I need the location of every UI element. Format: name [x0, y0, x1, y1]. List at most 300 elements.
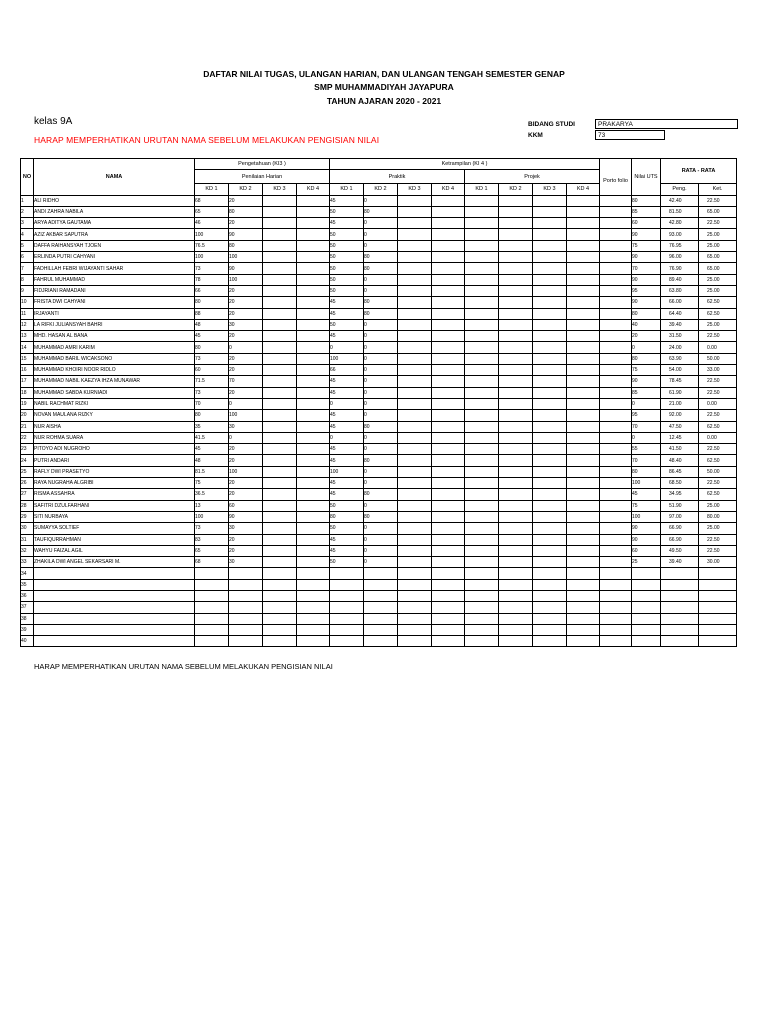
- grade-cell[interactable]: 50: [330, 500, 364, 511]
- grade-cell[interactable]: 80: [229, 240, 263, 251]
- grade-cell[interactable]: [499, 297, 533, 308]
- grade-cell[interactable]: [499, 478, 533, 489]
- grade-cell[interactable]: 54.00: [661, 365, 699, 376]
- grade-cell[interactable]: [533, 206, 567, 217]
- grade-cell[interactable]: [567, 206, 600, 217]
- grade-cell[interactable]: [432, 455, 465, 466]
- grade-cell[interactable]: 92.00: [661, 410, 699, 421]
- grade-cell[interactable]: 45: [330, 195, 364, 206]
- grade-cell[interactable]: 51.90: [661, 500, 699, 511]
- grade-cell[interactable]: [432, 444, 465, 455]
- grade-cell[interactable]: [600, 478, 632, 489]
- grade-cell[interactable]: [499, 285, 533, 296]
- grade-cell[interactable]: [297, 331, 330, 342]
- grade-cell[interactable]: [263, 376, 297, 387]
- grade-cell[interactable]: 0: [364, 387, 398, 398]
- grade-cell[interactable]: [465, 511, 499, 522]
- grade-cell[interactable]: 46: [195, 218, 229, 229]
- grade-cell[interactable]: [567, 511, 600, 522]
- grade-cell[interactable]: [465, 557, 499, 568]
- grade-cell[interactable]: 50: [330, 523, 364, 534]
- grade-cell[interactable]: [398, 365, 432, 376]
- grade-cell[interactable]: 80: [632, 195, 661, 206]
- grade-cell[interactable]: 50: [330, 240, 364, 251]
- grade-cell[interactable]: 75: [632, 240, 661, 251]
- grade-cell[interactable]: 68.50: [661, 478, 699, 489]
- grade-cell[interactable]: [533, 331, 567, 342]
- grade-cell[interactable]: 42.80: [661, 218, 699, 229]
- grade-cell[interactable]: 22.50: [699, 331, 737, 342]
- grade-cell[interactable]: [533, 466, 567, 477]
- grade-cell[interactable]: 88: [195, 308, 229, 319]
- grade-cell[interactable]: 20: [229, 387, 263, 398]
- grade-cell[interactable]: [600, 308, 632, 319]
- grade-cell[interactable]: [263, 568, 297, 579]
- grade-cell[interactable]: [398, 398, 432, 409]
- grade-cell[interactable]: 66.90: [661, 523, 699, 534]
- grade-cell[interactable]: 100: [195, 511, 229, 522]
- grade-cell[interactable]: [364, 568, 398, 579]
- subject-value[interactable]: PRAKARYA: [595, 119, 738, 129]
- grade-cell[interactable]: [567, 252, 600, 263]
- grade-cell[interactable]: [330, 602, 364, 613]
- grade-cell[interactable]: [465, 240, 499, 251]
- grade-cell[interactable]: [398, 387, 432, 398]
- grade-cell[interactable]: [533, 263, 567, 274]
- grade-cell[interactable]: [499, 590, 533, 601]
- grade-cell[interactable]: 45: [330, 455, 364, 466]
- grade-cell[interactable]: 66: [330, 365, 364, 376]
- grade-cell[interactable]: [195, 624, 229, 635]
- grade-cell[interactable]: [297, 466, 330, 477]
- grade-cell[interactable]: 65.00: [699, 252, 737, 263]
- grade-cell[interactable]: 50: [330, 263, 364, 274]
- grade-cell[interactable]: 100: [195, 252, 229, 263]
- grade-cell[interactable]: 50.00: [699, 353, 737, 364]
- grade-cell[interactable]: [567, 331, 600, 342]
- grade-cell[interactable]: 45: [330, 444, 364, 455]
- grade-cell[interactable]: 0: [364, 218, 398, 229]
- grade-cell[interactable]: [533, 557, 567, 568]
- grade-cell[interactable]: 50: [330, 206, 364, 217]
- grade-cell[interactable]: [600, 387, 632, 398]
- grade-cell[interactable]: [297, 240, 330, 251]
- grade-cell[interactable]: [398, 613, 432, 624]
- grade-cell[interactable]: 62.50: [699, 455, 737, 466]
- grade-cell[interactable]: 20: [229, 545, 263, 556]
- grade-cell[interactable]: [699, 590, 737, 601]
- grade-cell[interactable]: [297, 229, 330, 240]
- grade-cell[interactable]: [567, 523, 600, 534]
- grade-cell[interactable]: [661, 579, 699, 590]
- grade-cell[interactable]: [600, 432, 632, 443]
- grade-cell[interactable]: [499, 195, 533, 206]
- grade-cell[interactable]: 45: [195, 444, 229, 455]
- grade-cell[interactable]: [432, 297, 465, 308]
- grade-cell[interactable]: [600, 545, 632, 556]
- grade-cell[interactable]: [398, 500, 432, 511]
- grade-cell[interactable]: [499, 398, 533, 409]
- grade-cell[interactable]: [465, 489, 499, 500]
- grade-cell[interactable]: [432, 252, 465, 263]
- grade-cell[interactable]: 0: [364, 274, 398, 285]
- grade-cell[interactable]: [533, 432, 567, 443]
- grade-cell[interactable]: 97.00: [661, 511, 699, 522]
- grade-cell[interactable]: 47.50: [661, 421, 699, 432]
- grade-cell[interactable]: [297, 444, 330, 455]
- grade-cell[interactable]: [499, 579, 533, 590]
- grade-cell[interactable]: [364, 636, 398, 647]
- grade-cell[interactable]: 80: [364, 297, 398, 308]
- grade-cell[interactable]: [432, 274, 465, 285]
- grade-cell[interactable]: [432, 353, 465, 364]
- grade-cell[interactable]: [398, 252, 432, 263]
- grade-cell[interactable]: [263, 444, 297, 455]
- grade-cell[interactable]: 80: [195, 410, 229, 421]
- grade-cell[interactable]: 70: [229, 376, 263, 387]
- grade-cell[interactable]: [499, 568, 533, 579]
- grade-cell[interactable]: 80: [632, 308, 661, 319]
- grade-cell[interactable]: 66.00: [661, 297, 699, 308]
- grade-cell[interactable]: [398, 511, 432, 522]
- grade-cell[interactable]: 30.00: [699, 557, 737, 568]
- grade-cell[interactable]: [297, 421, 330, 432]
- grade-cell[interactable]: [398, 523, 432, 534]
- grade-cell[interactable]: 83: [195, 534, 229, 545]
- grade-cell[interactable]: [330, 568, 364, 579]
- grade-cell[interactable]: [398, 579, 432, 590]
- grade-cell[interactable]: [465, 534, 499, 545]
- grade-cell[interactable]: 20: [229, 297, 263, 308]
- grade-cell[interactable]: [600, 489, 632, 500]
- grade-cell[interactable]: [533, 252, 567, 263]
- grade-cell[interactable]: [465, 545, 499, 556]
- grade-cell[interactable]: [263, 398, 297, 409]
- grade-cell[interactable]: 62.50: [699, 421, 737, 432]
- grade-cell[interactable]: 30: [229, 319, 263, 330]
- grade-cell[interactable]: [661, 624, 699, 635]
- grade-cell[interactable]: [499, 252, 533, 263]
- grade-cell[interactable]: [263, 263, 297, 274]
- grade-cell[interactable]: [499, 229, 533, 240]
- grade-cell[interactable]: [398, 229, 432, 240]
- grade-cell[interactable]: [533, 353, 567, 364]
- grade-cell[interactable]: 25.00: [699, 523, 737, 534]
- grade-cell[interactable]: [297, 365, 330, 376]
- grade-cell[interactable]: [398, 478, 432, 489]
- grade-cell[interactable]: [632, 624, 661, 635]
- grade-cell[interactable]: [533, 500, 567, 511]
- grade-cell[interactable]: [567, 274, 600, 285]
- grade-cell[interactable]: [465, 331, 499, 342]
- grade-cell[interactable]: [432, 240, 465, 251]
- grade-cell[interactable]: 100: [632, 478, 661, 489]
- grade-cell[interactable]: [398, 206, 432, 217]
- grade-cell[interactable]: 73: [195, 387, 229, 398]
- grade-cell[interactable]: [297, 308, 330, 319]
- grade-cell[interactable]: [432, 319, 465, 330]
- grade-cell[interactable]: 20: [229, 534, 263, 545]
- grade-cell[interactable]: [499, 376, 533, 387]
- grade-cell[interactable]: 0: [632, 342, 661, 353]
- grade-cell[interactable]: [398, 218, 432, 229]
- grade-cell[interactable]: [600, 466, 632, 477]
- grade-cell[interactable]: 0: [364, 500, 398, 511]
- grade-cell[interactable]: 45: [330, 387, 364, 398]
- grade-cell[interactable]: 0: [364, 376, 398, 387]
- grade-cell[interactable]: 0: [364, 545, 398, 556]
- grade-cell[interactable]: 100: [195, 229, 229, 240]
- grade-cell[interactable]: [600, 568, 632, 579]
- grade-cell[interactable]: [600, 579, 632, 590]
- grade-cell[interactable]: 45: [330, 489, 364, 500]
- grade-cell[interactable]: 90: [229, 511, 263, 522]
- grade-cell[interactable]: [533, 195, 567, 206]
- grade-cell[interactable]: 45: [330, 534, 364, 545]
- grade-cell[interactable]: [263, 624, 297, 635]
- grade-cell[interactable]: [499, 353, 533, 364]
- grade-cell[interactable]: 62.50: [699, 489, 737, 500]
- grade-cell[interactable]: [533, 342, 567, 353]
- grade-cell[interactable]: [567, 545, 600, 556]
- grade-cell[interactable]: [567, 297, 600, 308]
- grade-cell[interactable]: [600, 534, 632, 545]
- grade-cell[interactable]: 41.50: [661, 444, 699, 455]
- grade-cell[interactable]: [600, 297, 632, 308]
- grade-cell[interactable]: [263, 534, 297, 545]
- grade-cell[interactable]: [465, 387, 499, 398]
- grade-cell[interactable]: [263, 218, 297, 229]
- grade-cell[interactable]: 22.50: [699, 195, 737, 206]
- grade-cell[interactable]: [661, 568, 699, 579]
- grade-cell[interactable]: [533, 511, 567, 522]
- grade-cell[interactable]: 31.50: [661, 331, 699, 342]
- grade-cell[interactable]: [567, 613, 600, 624]
- grade-cell[interactable]: [600, 252, 632, 263]
- grade-cell[interactable]: [499, 613, 533, 624]
- grade-cell[interactable]: 66.90: [661, 534, 699, 545]
- grade-cell[interactable]: [567, 489, 600, 500]
- grade-cell[interactable]: [432, 534, 465, 545]
- grade-cell[interactable]: 36.5: [195, 489, 229, 500]
- grade-cell[interactable]: [432, 636, 465, 647]
- grade-cell[interactable]: [297, 319, 330, 330]
- grade-cell[interactable]: [263, 523, 297, 534]
- grade-cell[interactable]: 42.40: [661, 195, 699, 206]
- grade-cell[interactable]: 100: [229, 410, 263, 421]
- grade-cell[interactable]: [567, 365, 600, 376]
- grade-cell[interactable]: [263, 511, 297, 522]
- grade-cell[interactable]: 85: [632, 206, 661, 217]
- grade-cell[interactable]: [533, 421, 567, 432]
- grade-cell[interactable]: 22.50: [699, 218, 737, 229]
- grade-cell[interactable]: [432, 308, 465, 319]
- grade-cell[interactable]: [263, 478, 297, 489]
- grade-cell[interactable]: 71.5: [195, 376, 229, 387]
- grade-cell[interactable]: [600, 342, 632, 353]
- grade-cell[interactable]: 0: [364, 444, 398, 455]
- grade-cell[interactable]: [465, 353, 499, 364]
- grade-cell[interactable]: [661, 636, 699, 647]
- grade-cell[interactable]: 0: [229, 342, 263, 353]
- grade-cell[interactable]: 89.40: [661, 274, 699, 285]
- grade-cell[interactable]: [533, 444, 567, 455]
- grade-cell[interactable]: [297, 218, 330, 229]
- grade-cell[interactable]: 0: [364, 342, 398, 353]
- grade-cell[interactable]: [533, 387, 567, 398]
- grade-cell[interactable]: [567, 229, 600, 240]
- grade-cell[interactable]: [297, 590, 330, 601]
- grade-cell[interactable]: 48.40: [661, 455, 699, 466]
- grade-cell[interactable]: [600, 218, 632, 229]
- grade-cell[interactable]: [297, 478, 330, 489]
- grade-cell[interactable]: 45: [330, 421, 364, 432]
- grade-cell[interactable]: 0: [229, 398, 263, 409]
- grade-cell[interactable]: [533, 545, 567, 556]
- grade-cell[interactable]: [297, 545, 330, 556]
- grade-cell[interactable]: [398, 534, 432, 545]
- grade-cell[interactable]: 25.00: [699, 229, 737, 240]
- grade-cell[interactable]: [297, 557, 330, 568]
- grade-cell[interactable]: 90: [632, 376, 661, 387]
- grade-cell[interactable]: 0: [632, 432, 661, 443]
- grade-cell[interactable]: 70: [632, 421, 661, 432]
- grade-cell[interactable]: 75: [632, 365, 661, 376]
- grade-cell[interactable]: [600, 590, 632, 601]
- grade-cell[interactable]: [499, 636, 533, 647]
- grade-cell[interactable]: 45: [330, 331, 364, 342]
- grade-cell[interactable]: [229, 568, 263, 579]
- grade-cell[interactable]: [398, 444, 432, 455]
- grade-cell[interactable]: [499, 500, 533, 511]
- grade-cell[interactable]: [263, 387, 297, 398]
- grade-cell[interactable]: [567, 466, 600, 477]
- grade-cell[interactable]: 50: [330, 229, 364, 240]
- grade-cell[interactable]: [465, 274, 499, 285]
- grade-cell[interactable]: [432, 478, 465, 489]
- grade-cell[interactable]: [632, 579, 661, 590]
- grade-cell[interactable]: [398, 624, 432, 635]
- grade-cell[interactable]: 0.00: [699, 398, 737, 409]
- grade-cell[interactable]: [398, 568, 432, 579]
- grade-cell[interactable]: [567, 478, 600, 489]
- grade-cell[interactable]: [263, 432, 297, 443]
- grade-cell[interactable]: [533, 636, 567, 647]
- grade-cell[interactable]: [263, 342, 297, 353]
- grade-cell[interactable]: [567, 387, 600, 398]
- grade-cell[interactable]: [600, 274, 632, 285]
- grade-cell[interactable]: [398, 240, 432, 251]
- grade-cell[interactable]: 90: [632, 523, 661, 534]
- grade-cell[interactable]: 20: [229, 444, 263, 455]
- grade-cell[interactable]: 85: [632, 387, 661, 398]
- grade-cell[interactable]: 0: [632, 398, 661, 409]
- grade-cell[interactable]: 22.50: [699, 545, 737, 556]
- grade-cell[interactable]: 0: [364, 478, 398, 489]
- grade-cell[interactable]: 80: [195, 297, 229, 308]
- grade-cell[interactable]: 35: [195, 421, 229, 432]
- grade-cell[interactable]: 73: [195, 263, 229, 274]
- grade-cell[interactable]: [465, 308, 499, 319]
- grade-cell[interactable]: [567, 410, 600, 421]
- grade-cell[interactable]: 0: [330, 398, 364, 409]
- grade-cell[interactable]: [364, 602, 398, 613]
- grade-cell[interactable]: [297, 274, 330, 285]
- grade-cell[interactable]: [398, 376, 432, 387]
- grade-cell[interactable]: [330, 636, 364, 647]
- grade-cell[interactable]: [499, 240, 533, 251]
- grade-cell[interactable]: [263, 455, 297, 466]
- grade-cell[interactable]: 68: [195, 195, 229, 206]
- grade-cell[interactable]: [263, 274, 297, 285]
- grade-cell[interactable]: [229, 624, 263, 635]
- grade-cell[interactable]: [398, 285, 432, 296]
- grade-cell[interactable]: 45: [330, 545, 364, 556]
- grade-cell[interactable]: [533, 579, 567, 590]
- grade-cell[interactable]: 90: [632, 534, 661, 545]
- grade-cell[interactable]: [567, 342, 600, 353]
- grade-cell[interactable]: [600, 500, 632, 511]
- grade-cell[interactable]: [432, 500, 465, 511]
- grade-cell[interactable]: [297, 579, 330, 590]
- grade-cell[interactable]: [263, 308, 297, 319]
- grade-cell[interactable]: [297, 602, 330, 613]
- grade-cell[interactable]: [398, 557, 432, 568]
- grade-cell[interactable]: [600, 410, 632, 421]
- grade-cell[interactable]: 63.80: [661, 285, 699, 296]
- grade-cell[interactable]: 0: [364, 229, 398, 240]
- grade-cell[interactable]: [432, 523, 465, 534]
- grade-cell[interactable]: 80: [364, 421, 398, 432]
- grade-cell[interactable]: 76.95: [661, 240, 699, 251]
- grade-cell[interactable]: 100: [229, 466, 263, 477]
- grade-cell[interactable]: 45: [330, 218, 364, 229]
- grade-cell[interactable]: [567, 218, 600, 229]
- grade-cell[interactable]: [499, 455, 533, 466]
- grade-cell[interactable]: [600, 240, 632, 251]
- grade-cell[interactable]: [533, 297, 567, 308]
- grade-cell[interactable]: [297, 534, 330, 545]
- grade-cell[interactable]: [499, 274, 533, 285]
- grade-cell[interactable]: [398, 308, 432, 319]
- grade-cell[interactable]: [533, 240, 567, 251]
- grade-cell[interactable]: [297, 376, 330, 387]
- grade-cell[interactable]: [398, 421, 432, 432]
- grade-cell[interactable]: 60: [632, 545, 661, 556]
- grade-cell[interactable]: [533, 229, 567, 240]
- grade-cell[interactable]: 95: [632, 410, 661, 421]
- grade-cell[interactable]: 100: [632, 511, 661, 522]
- grade-cell[interactable]: 48: [195, 319, 229, 330]
- grade-cell[interactable]: [533, 365, 567, 376]
- grade-cell[interactable]: [465, 342, 499, 353]
- grade-cell[interactable]: [600, 624, 632, 635]
- grade-cell[interactable]: 20: [229, 308, 263, 319]
- grade-cell[interactable]: [567, 590, 600, 601]
- grade-cell[interactable]: 0: [364, 557, 398, 568]
- grade-cell[interactable]: [432, 624, 465, 635]
- grade-cell[interactable]: 20: [229, 218, 263, 229]
- grade-cell[interactable]: [567, 432, 600, 443]
- grade-cell[interactable]: [567, 195, 600, 206]
- grade-cell[interactable]: 80: [229, 206, 263, 217]
- grade-cell[interactable]: 20: [229, 478, 263, 489]
- grade-cell[interactable]: 0: [330, 432, 364, 443]
- grade-cell[interactable]: [297, 636, 330, 647]
- grade-cell[interactable]: 70: [632, 455, 661, 466]
- grade-cell[interactable]: [263, 365, 297, 376]
- grade-cell[interactable]: 81.50: [661, 206, 699, 217]
